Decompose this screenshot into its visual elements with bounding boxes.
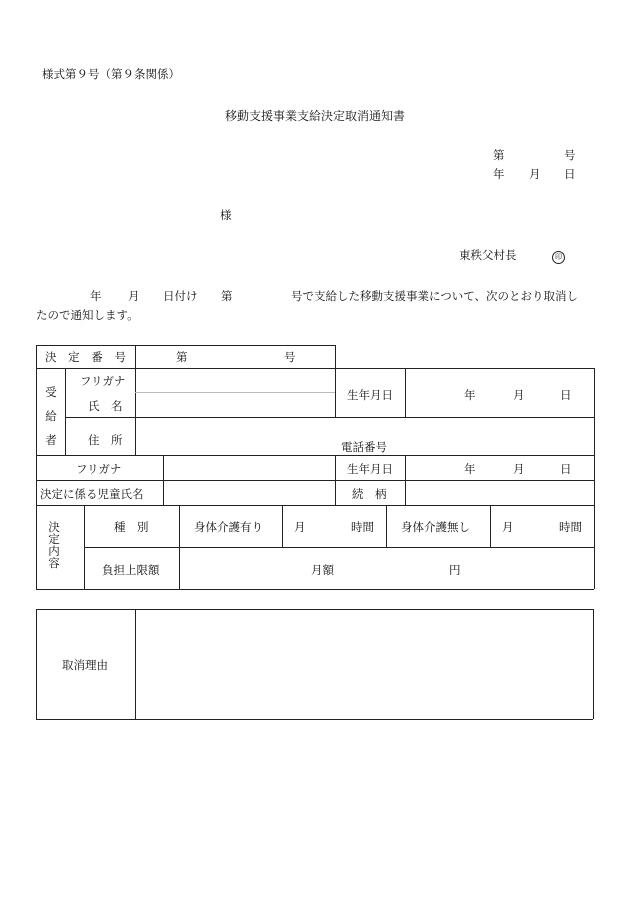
recipient-birthdate-label: 生年月日 [347, 388, 393, 402]
seal-icon: 印 [552, 251, 565, 264]
recipient-label: 受給者 [45, 385, 57, 447]
recipient-birth-year: 年 [464, 388, 476, 402]
body-year: 年 [90, 289, 102, 303]
issue-date-month: 月 [529, 167, 541, 181]
addressee-honorific: 様 [220, 208, 232, 222]
decision-number-go: 号 [284, 350, 296, 364]
type-label: 種 別 [114, 520, 149, 534]
burden-limit-label: 負担上限額 [102, 563, 160, 577]
with-care-label: 身体介護有り [194, 520, 263, 534]
seal-mark [552, 248, 565, 264]
yen-label: 円 [449, 563, 461, 577]
child-birthdate-label: 生年月日 [347, 462, 393, 476]
child-birth-month: 月 [513, 462, 525, 476]
with-care-month: 月 [294, 520, 306, 534]
decision-number-label: 決 定 番 号 [45, 350, 130, 364]
recipient-phone-label: 電話番号 [341, 440, 387, 454]
child-birth-year: 年 [464, 462, 476, 476]
doc-no-dai: 第 [493, 148, 505, 162]
recipient-name-label: 氏 名 [88, 399, 123, 413]
doc-no-go: 号 [564, 148, 576, 162]
without-care-label: 身体介護無し [401, 520, 470, 534]
body-text-line2: たので通知します。 [36, 308, 139, 322]
body-text: 号で支給した移動支援事業について、次のとおり取消し [291, 289, 579, 303]
child-birth-day: 日 [560, 462, 572, 476]
issue-date-year: 年 [493, 167, 505, 181]
body-dated: 日付け [163, 289, 198, 303]
issue-date-day: 日 [564, 167, 576, 181]
recipient-birth-month: 月 [513, 388, 525, 402]
child-name-label: 決定に係る児童氏名 [40, 487, 144, 501]
decision-content-label: 決定内容 [48, 520, 60, 570]
body-dai: 第 [221, 289, 233, 303]
child-furigana-label: フリガナ [76, 462, 122, 476]
relationship-label: 続 柄 [352, 487, 387, 501]
without-care-hours: 時間 [559, 520, 582, 534]
issuer-name: 東秩父村長 [459, 248, 517, 262]
recipient-birth-day: 日 [560, 388, 572, 402]
recipient-furigana-label: フリガナ [80, 374, 126, 388]
cancel-reason-label: 取消理由 [62, 658, 108, 672]
with-care-hours: 時間 [351, 520, 374, 534]
document-title: 移動支援事業支給決定取消通知書 [224, 109, 406, 123]
monthly-amount-label: 月額 [311, 563, 334, 577]
recipient-address-label: 住 所 [88, 433, 123, 447]
body-month: 月 [128, 289, 140, 303]
form-number: 様式第９号（第９条関係） [42, 67, 180, 81]
decision-number-dai: 第 [176, 350, 188, 364]
without-care-month: 月 [502, 520, 514, 534]
